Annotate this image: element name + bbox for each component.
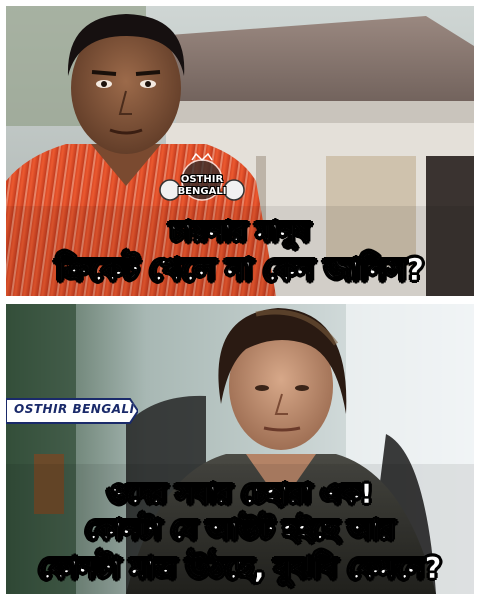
man-right-brow (136, 72, 160, 74)
logo-text-line2: BENGALI (177, 186, 227, 197)
bottom-panel (6, 304, 474, 594)
osthir-bengali-banner (6, 396, 138, 426)
osthir-bengali-logo-top (156, 152, 248, 206)
top-caption-line1: চায়নার মানুষ (169, 217, 311, 248)
man-left-eye-bottom (255, 385, 269, 391)
bottom-caption-line1: ওদের সবার চেহারা এক! (107, 479, 373, 510)
bottom-caption-line2: কোনটা যে আউট হইছে আর (85, 515, 395, 546)
logo-text-line1: OSTHIR (180, 174, 224, 185)
bottom-caption-line3: কোনটা মাত্র উঠছে, বুঝবি কেমনে? (38, 551, 442, 585)
house-eave (176, 101, 474, 123)
man-right-eye-bottom (295, 385, 309, 391)
top-caption-line2: ক্রিকেট খেলে না কেন জানিস? (55, 253, 425, 288)
banner-text: OSTHIR BENGALI (14, 402, 135, 416)
top-panel (6, 6, 474, 296)
man-left-brow (92, 72, 116, 74)
